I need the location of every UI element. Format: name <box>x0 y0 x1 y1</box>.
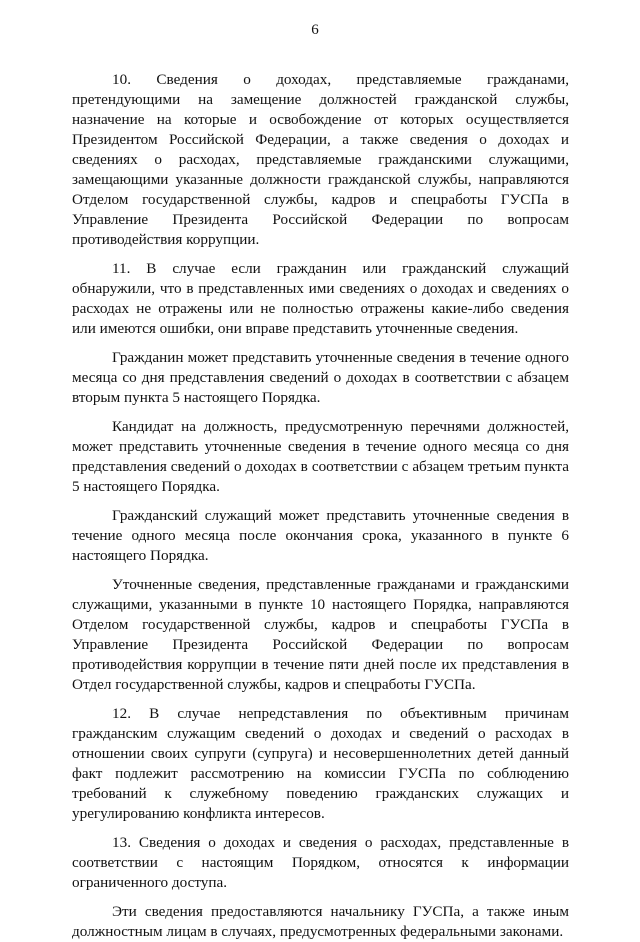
document-body <box>72 70 569 942</box>
paragraph-corrected-info-forwarding: Уточненные сведения, представленные гражданами и гражданскими служащими, указанными в пункте 10 настоящего Порядка, направляются Отделом государственной службы, кадров и спецработы ГУСПа в Управление Президента Российской Федерации по вопросам противодействия коррупции в течение пяти дней после их представления в Отдел государственной службы, кадров и спецработы ГУСПа. <box>72 576 569 693</box>
page-number: 6 <box>311 22 319 38</box>
paragraph-12: 12. В случае непредставления по объективным причинам гражданским служащим сведений о доходах и сведений о расходах в отношении своих супруги (супруга) и несовершеннолетних детей данный факт подлежит рассмотрению на комиссии ГУСПа по соблюдению требований к служебному поведению гражданских служащих и урегулированию конфликта интересов. <box>72 705 569 822</box>
paragraph-candidate-correction: Кандидат на должность, предусмотренную перечнями должностей, может представить уточненные сведения в течение одного месяца со дня представления сведений о доходах в соответствии с абзацем третьим пункта 5 настоящего Порядка. <box>72 418 569 495</box>
paragraph-11: 11. В случае если гражданин или гражданский служащий обнаружили, что в представленных ими сведениях о доходах и сведениях о расходах не отражены или не полностью отражены какие-либо сведения или имеются ошибки, они вправе представить уточненные сведения. <box>72 260 569 337</box>
paragraph-citizen-correction: Гражданин может представить уточненные сведения в течение одного месяца со дня представления сведений о доходах в соответствии с абзацем вторым пункта 5 настоящего Порядка. <box>72 349 569 406</box>
paragraph-13: 13. Сведения о доходах и сведения о расходах, представленные в соответствии с настоящим Порядком, относятся к информации ограниченного доступа. <box>72 834 569 891</box>
paragraph-access: Эти сведения предоставляются начальнику ГУСПа, а также иным должностным лицам в случаях, предусмотренных федеральными законами. <box>72 903 569 940</box>
paragraph-servant-correction: Гражданский служащий может представить уточненные сведения в течение одного месяца после окончания срока, указанного в пункте 6 настоящего Порядка. <box>72 507 569 564</box>
paragraph-10: 10. Сведения о доходах, представляемые гражданами, претендующими на замещение должностей гражданской службы, назначение на которые и освобождение от которых осуществляется Президентом Российской Федерации, а также сведения о доходах и сведениях о расходах, представляемые гражданскими служащими, замещающими указанные должности гражданской службы, направляются Отделом государственной службы, кадров и спецработы ГУСПа в Управление Президента Российской Федерации по вопросам противодействия коррупции. <box>72 71 569 248</box>
